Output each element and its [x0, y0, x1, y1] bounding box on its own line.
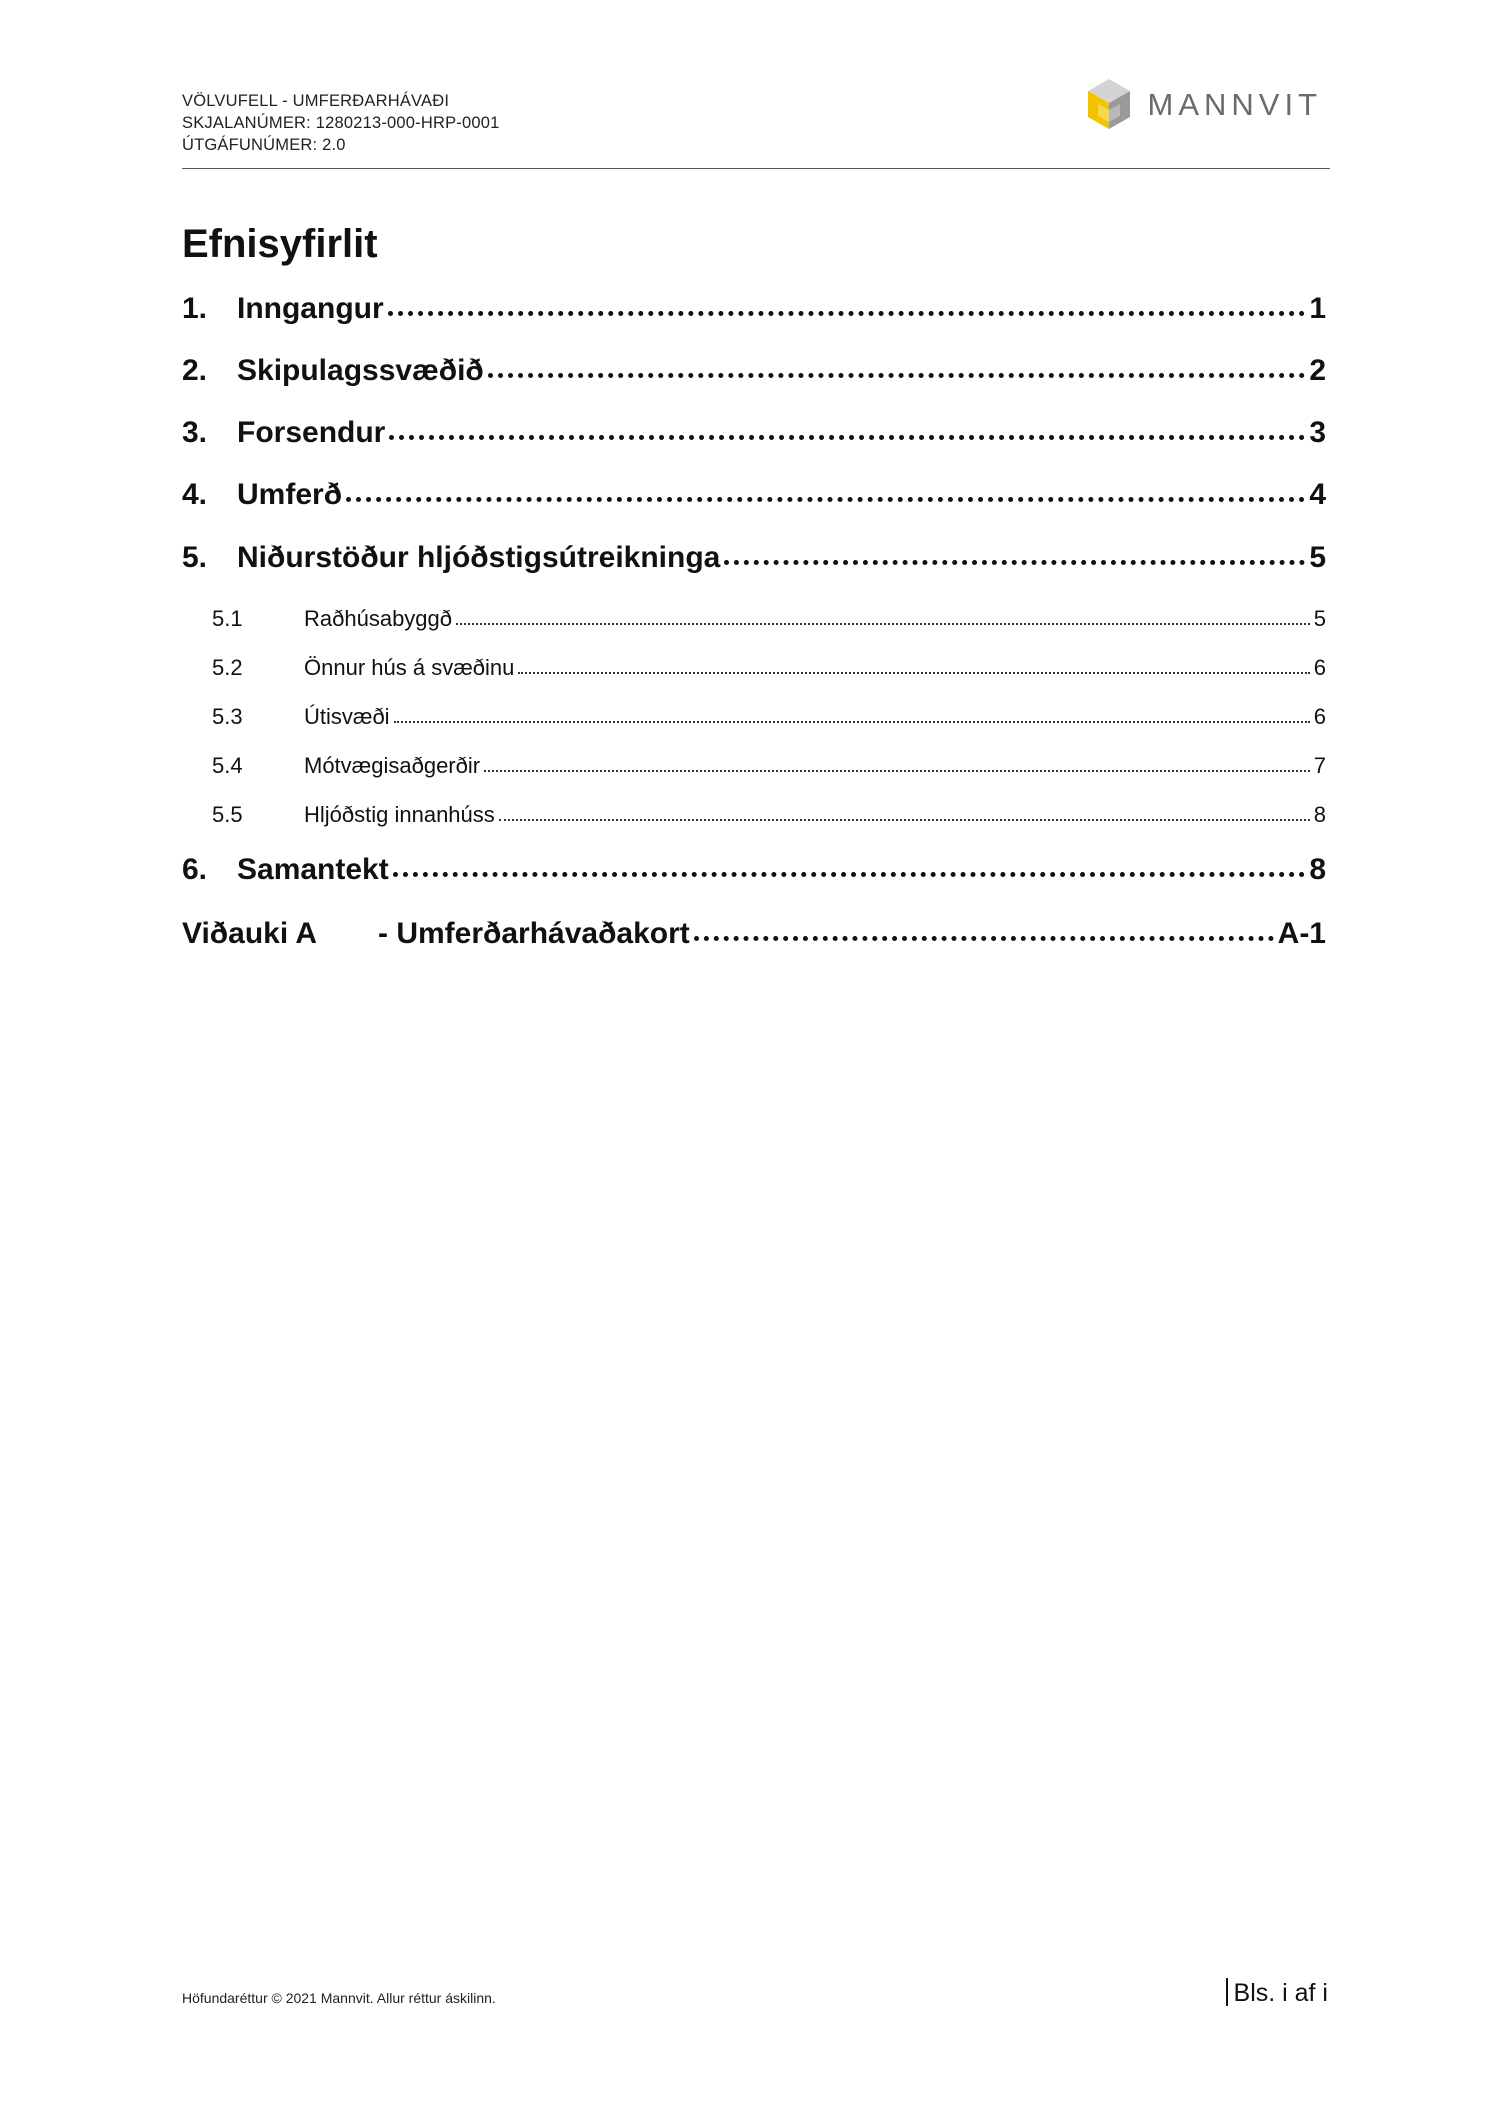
header-version-number: ÚTGÁFUNÚMER: 2.0 [182, 136, 346, 154]
logo-wordmark: MANNVIT [1147, 87, 1322, 122]
toc-entry-title: Forsendur [237, 416, 386, 449]
footer-page-number [1226, 1978, 1328, 2008]
toc-entry-4[interactable] [182, 478, 1326, 518]
toc-entry-page: 4 [1309, 478, 1326, 511]
toc-entry-page: 7 [1313, 753, 1326, 778]
toc-entry-page: 2 [1309, 354, 1326, 387]
toc-entry-page: 8 [1309, 853, 1326, 886]
dot-leader [488, 363, 1306, 378]
toc-entry-title: Hljóðstig innanhúss [304, 802, 495, 827]
header-document-number: SKJALANÚMER: 1280213-000-HRP-0001 [182, 114, 500, 132]
toc-entry-title: Niðurstöður hljóðstigsútreikninga [237, 541, 721, 574]
toc-entry-number: 5.3 [212, 704, 243, 729]
toc-entry-number: 5.4 [212, 753, 243, 778]
toc-entry-number: Viðauki A [182, 917, 318, 950]
page-header [182, 87, 1330, 169]
toc-entry-title: Raðhúsabyggð [304, 606, 453, 631]
toc-entry-5-2[interactable] [182, 655, 1326, 685]
toc-title: Efnisyfirlit [182, 222, 378, 266]
toc-entry-number: 5. [182, 541, 208, 574]
toc-entry-title: Önnur hús á svæðinu [304, 655, 515, 680]
toc-entry-appendix-a[interactable] [182, 917, 1326, 957]
toc-entry-page: 6 [1313, 655, 1326, 680]
toc-entry-page: 5 [1313, 606, 1326, 631]
toc-entry-1[interactable] [182, 292, 1326, 332]
toc-entry-title: Umferð [237, 478, 343, 511]
dot-leader [346, 487, 1305, 502]
mannvit-cube-icon [1084, 77, 1134, 133]
dot-leader [518, 666, 1309, 674]
toc-entry-5-4[interactable] [182, 753, 1326, 783]
toc-entry-title: Útisvæði [304, 704, 390, 729]
toc-entry-page: 1 [1309, 292, 1326, 325]
toc-entry-5-5[interactable] [182, 802, 1326, 832]
toc-entry-page: A-1 [1277, 917, 1326, 950]
toc-entry-5-3[interactable] [182, 704, 1326, 734]
toc-entry-5-1[interactable] [182, 606, 1326, 636]
toc-entry-number: 5.5 [212, 802, 243, 827]
dot-leader [456, 617, 1310, 625]
toc-entry-number: 3. [182, 416, 208, 449]
footer-copyright: Höfundaréttur © 2021 Mannvit. Allur réttur áskilinn. [182, 1990, 496, 2006]
toc-entry-3[interactable] [182, 416, 1326, 456]
header-project-title: VÖLVUFELL - UMFERÐARHÁVAÐI [182, 92, 450, 110]
toc-entry-2[interactable] [182, 354, 1326, 394]
toc-entry-title: Mótvægisaðgerðir [304, 753, 481, 778]
dot-leader [388, 301, 1306, 316]
toc-entry-page: 3 [1309, 416, 1326, 449]
toc-entry-number: 4. [182, 478, 208, 511]
toc-entry-number: 5.1 [212, 606, 243, 631]
toc-entry-title: Skipulagssvæðið [237, 354, 484, 387]
dot-leader [724, 550, 1305, 565]
toc-entry-title: - Umferðarhávaðakort [378, 917, 690, 950]
mannvit-logo [1084, 76, 1323, 134]
toc-entry-page: 5 [1309, 541, 1326, 574]
toc-entry-title: Inngangur [237, 292, 384, 325]
toc-entry-page: 8 [1313, 802, 1326, 827]
page-number-label: Bls. i af i [1233, 1979, 1328, 2007]
header-text [182, 90, 500, 156]
dot-leader [393, 862, 1306, 877]
toc-entry-page: 6 [1313, 704, 1326, 729]
toc-entry-5[interactable] [182, 541, 1326, 581]
toc-entry-number: 5.2 [212, 655, 243, 680]
dot-leader [389, 425, 1305, 440]
divider [1226, 1978, 1228, 2006]
toc-entry-number: 6. [182, 853, 208, 886]
toc-entry-number: 2. [182, 354, 208, 387]
toc-entry-number: 1. [182, 292, 208, 325]
dot-leader [694, 926, 1274, 941]
dot-leader [394, 715, 1310, 723]
toc-entry-title: Samantekt [237, 853, 389, 886]
dot-leader [484, 764, 1310, 772]
toc-entry-6[interactable] [182, 853, 1326, 893]
dot-leader [499, 813, 1310, 821]
